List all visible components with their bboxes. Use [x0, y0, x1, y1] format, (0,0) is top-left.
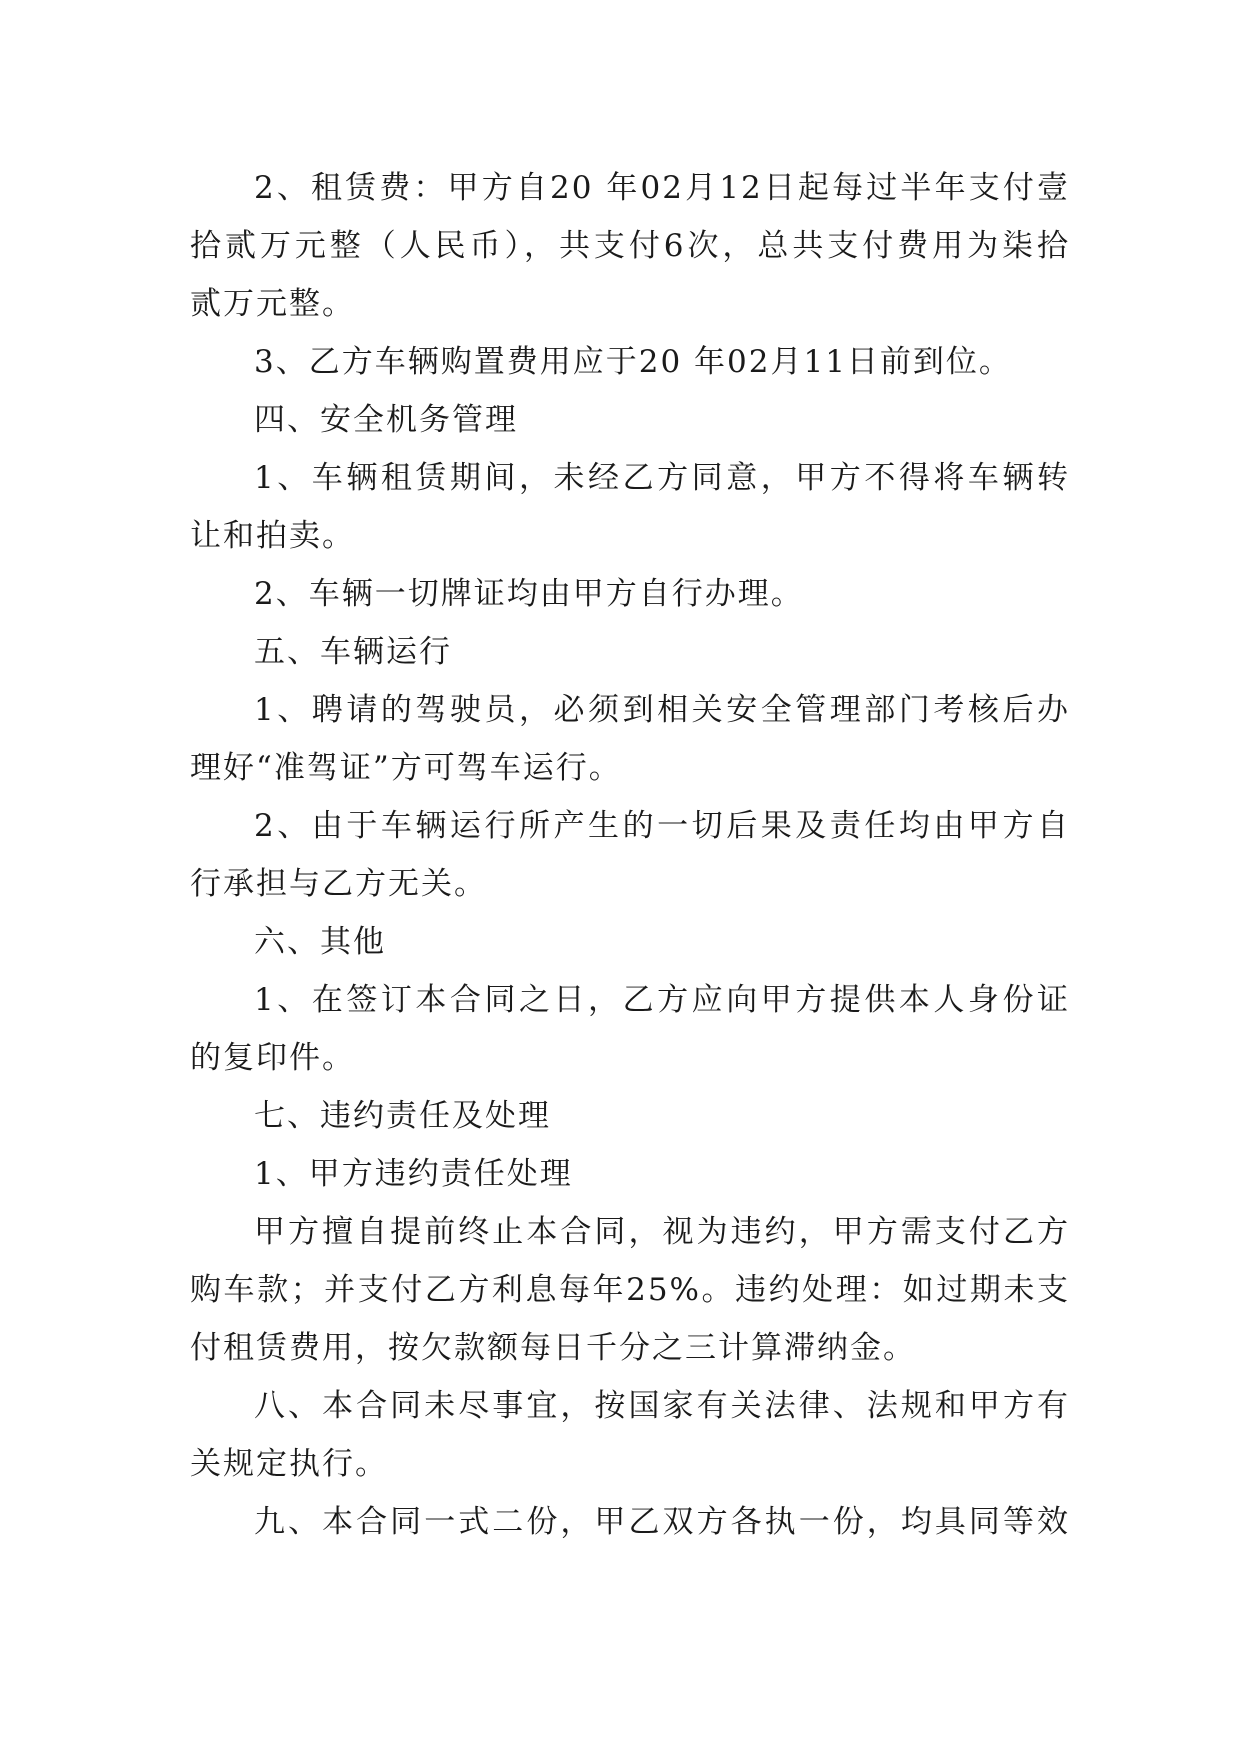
- clause-copies: [190, 1493, 1070, 1551]
- text-line: 2、租赁费：甲方自20 年02月12日起每过半年支付壹: [254, 170, 1070, 206]
- clause-unspecified-matters: [190, 1377, 1070, 1493]
- text-line: 购车款；并支付乙方利息每年25%。违约处理：如过期未支: [190, 1272, 1070, 1308]
- text-line: 2、车辆一切牌证均由甲方自行办理。: [254, 576, 804, 612]
- clause-no-transfer: [190, 449, 1070, 565]
- clause-purchase-fee: [190, 333, 1070, 391]
- section-heading-safety: [190, 391, 1070, 449]
- text-line: 2、由于车辆运行所产生的一切后果及责任均由甲方自: [254, 808, 1070, 844]
- subheading-party-a-breach: [190, 1145, 1070, 1203]
- text-line: 甲方擅自提前终止本合同，视为违约，甲方需支付乙方: [254, 1214, 1070, 1250]
- section-heading-other: [190, 913, 1070, 971]
- text-line: 贰万元整。: [190, 286, 355, 322]
- clause-licenses: [190, 565, 1070, 623]
- section-heading: 七、违约责任及处理: [254, 1098, 551, 1134]
- text-line: 关规定执行。: [190, 1446, 388, 1482]
- contract-body: [190, 159, 1070, 1551]
- text-line: 的复印件。: [190, 1040, 355, 1076]
- text-line: 1、车辆租赁期间，未经乙方同意，甲方不得将车辆转: [254, 460, 1070, 496]
- section-heading-operation: [190, 623, 1070, 681]
- text-line: 付租赁费用，按欠款额每日千分之三计算滞纳金。: [190, 1330, 916, 1366]
- section-heading-breach: [190, 1087, 1070, 1145]
- text-line: 理好“准驾证”方可驾车运行。: [190, 750, 622, 786]
- text-line: 1、在签订本合同之日，乙方应向甲方提供本人身份证: [254, 982, 1070, 1018]
- section-heading: 六、其他: [254, 924, 386, 960]
- clause-rental-fee: [190, 159, 1070, 333]
- clause-liability: [190, 797, 1070, 913]
- subheading: 1、甲方违约责任处理: [254, 1156, 573, 1192]
- clause-id-copy: [190, 971, 1070, 1087]
- clause-breach-terms: [190, 1203, 1070, 1377]
- clause-drivers: [190, 681, 1070, 797]
- text-line: 3、乙方车辆购置费用应于20 年02月11日前到位。: [254, 344, 1012, 380]
- text-line: 行承担与乙方无关。: [190, 866, 487, 902]
- text-line: 八、本合同未尽事宜，按国家有关法律、法规和甲方有: [254, 1388, 1070, 1424]
- text-line: 让和拍卖。: [190, 518, 355, 554]
- text-line: 九、本合同一式二份，甲乙双方各执一份，均具同等效: [254, 1504, 1070, 1540]
- text-line: 1、聘请的驾驶员，必须到相关安全管理部门考核后办: [254, 692, 1070, 728]
- section-heading: 五、车辆运行: [254, 634, 452, 670]
- section-heading: 四、安全机务管理: [254, 402, 518, 438]
- text-line: 拾贰万元整（人民币），共支付6次，总共支付费用为柒拾: [190, 228, 1070, 264]
